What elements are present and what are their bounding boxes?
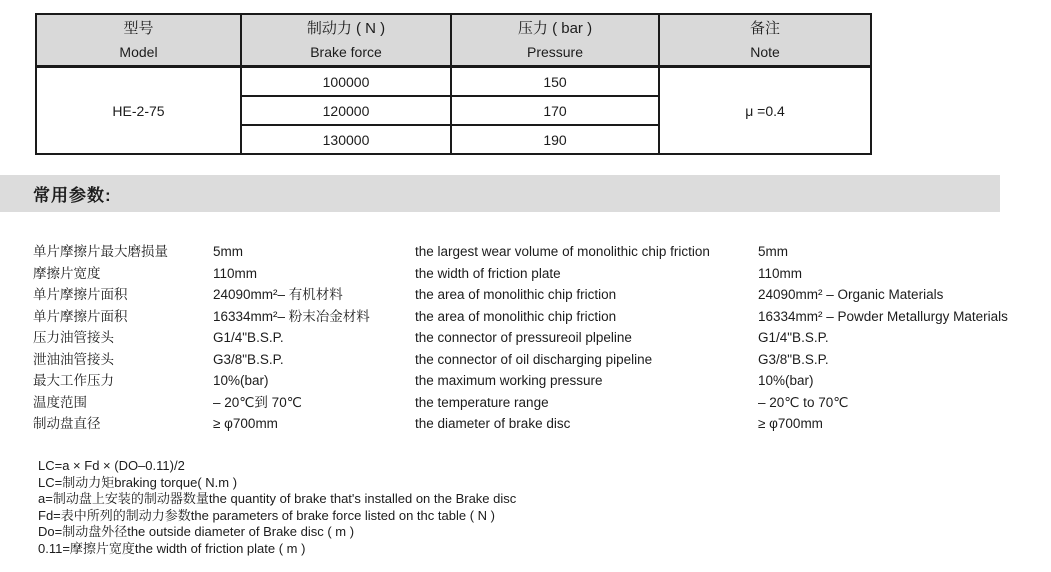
brake-spec-table	[35, 13, 872, 155]
header-pressure	[451, 14, 659, 67]
parameter-row	[33, 413, 1047, 435]
header-model-zh: 型号	[123, 20, 154, 37]
param-value-en: 10%(bar)	[758, 373, 814, 388]
pressure-cell: 150	[451, 67, 659, 97]
header-model	[36, 14, 241, 67]
param-label-zh: 最大工作压力	[33, 373, 114, 388]
header-brake-force-en: Brake force	[310, 44, 382, 60]
param-label-en: the area of monolithic chip friction	[415, 308, 617, 324]
brake-spec-table-wrap	[35, 13, 872, 155]
parameter-row	[33, 284, 1047, 306]
param-value-zh: 110mm	[213, 265, 258, 281]
section-header-band	[0, 175, 1000, 212]
header-note	[659, 14, 871, 67]
header-brake-force	[241, 14, 451, 67]
param-value-zh: – 20℃到 70℃	[213, 394, 302, 410]
formula-line: Do=制动盘外径the outside diameter of Brake disc ( m )	[38, 524, 355, 539]
param-label-zh: 泄油油管接头	[33, 351, 114, 367]
header-brake-force-zh: 制动力 ( N )	[306, 20, 386, 37]
param-label-zh: 制动盘直径	[33, 416, 101, 431]
param-label-en: the temperature range	[415, 394, 549, 410]
pressure-cell: 190	[451, 125, 659, 154]
parameters-list	[33, 241, 1047, 435]
model-cell: HE-2-75	[36, 67, 241, 155]
parameter-row	[33, 370, 1047, 392]
parameter-row	[33, 263, 1047, 285]
param-label-en: the maximum working pressure	[415, 373, 603, 388]
param-label-zh: 单片摩擦片面积	[33, 287, 128, 302]
param-value-en: 24090mm² – Organic Materials	[758, 287, 944, 302]
spec-header-row	[36, 14, 871, 67]
brake-force-cell: 100000	[241, 67, 451, 97]
parameter-row	[33, 392, 1047, 414]
section-title: 常用参数:	[33, 186, 112, 205]
param-value-en: 5mm	[758, 244, 788, 259]
param-label-zh: 单片摩擦片面积	[33, 308, 128, 324]
formula-line: LC=a × Fd × (DO–0.11)/2	[38, 458, 185, 473]
param-value-zh: G1/4"B.S.P.	[213, 330, 284, 345]
parameter-row	[33, 349, 1047, 371]
param-value-en: – 20℃ to 70℃	[758, 394, 849, 410]
formula-line: a=制动盘上安装的制动器数量the quantity of brake that's installed on the Brake disc	[38, 491, 517, 506]
parameter-row	[33, 327, 1047, 349]
pressure-cell: 170	[451, 96, 659, 125]
param-label-en: the area of monolithic chip friction	[415, 287, 617, 302]
param-label-en: the connector of oil discharging pipeline	[415, 351, 653, 367]
parameter-row	[33, 306, 1047, 328]
param-value-zh: 16334mm²– 粉末冶金材料	[213, 308, 370, 324]
param-value-en: G1/4"B.S.P.	[758, 330, 829, 345]
header-pressure-en: Pressure	[526, 44, 584, 60]
param-value-en: 16334mm² – Powder Metallurgy Materials	[758, 308, 1008, 324]
brake-force-cell: 120000	[241, 96, 451, 125]
param-label-zh: 单片摩擦片最大磨损量	[33, 244, 168, 259]
param-label-en: the diameter of brake disc	[415, 416, 571, 431]
header-note-en: Note	[750, 44, 780, 60]
spec-data-row	[36, 67, 871, 97]
parameter-row	[33, 241, 1047, 263]
param-value-en: G3/8"B.S.P.	[758, 351, 829, 367]
param-value-en: ≥ φ700mm	[758, 416, 823, 431]
formula-notes	[38, 458, 516, 557]
note-cell: μ =0.4	[659, 67, 871, 155]
param-value-zh: 5mm	[213, 244, 243, 259]
header-note-zh: 备注	[749, 20, 780, 37]
param-value-zh: 24090mm²– 有机材料	[213, 287, 343, 302]
param-label-en: the width of friction plate	[415, 265, 561, 281]
param-value-zh: 10%(bar)	[213, 373, 269, 388]
formula-line: 0.11=摩擦片宽度the width of friction plate ( m )	[38, 540, 306, 556]
param-value-en: 110mm	[758, 265, 803, 281]
header-model-en: Model	[119, 44, 158, 60]
brake-force-cell: 130000	[241, 125, 451, 154]
param-label-zh: 温度范围	[33, 394, 87, 410]
param-label-en: the largest wear volume of monolithic chip friction	[415, 244, 710, 259]
formula-line: LC=制动力矩braking torque( N.m )	[38, 474, 238, 490]
param-value-zh: G3/8"B.S.P.	[213, 351, 284, 367]
formula-line: Fd=表中所列的制动力参数the parameters of brake force listed on thc table ( N )	[38, 507, 495, 523]
param-label-en: the connector of pressureoil plpeline	[415, 330, 632, 345]
param-value-zh: ≥ φ700mm	[213, 416, 278, 431]
header-pressure-zh: 压力 ( bar )	[517, 20, 593, 37]
param-label-zh: 压力油管接头	[33, 330, 114, 345]
param-label-zh: 摩擦片宽度	[33, 265, 101, 281]
